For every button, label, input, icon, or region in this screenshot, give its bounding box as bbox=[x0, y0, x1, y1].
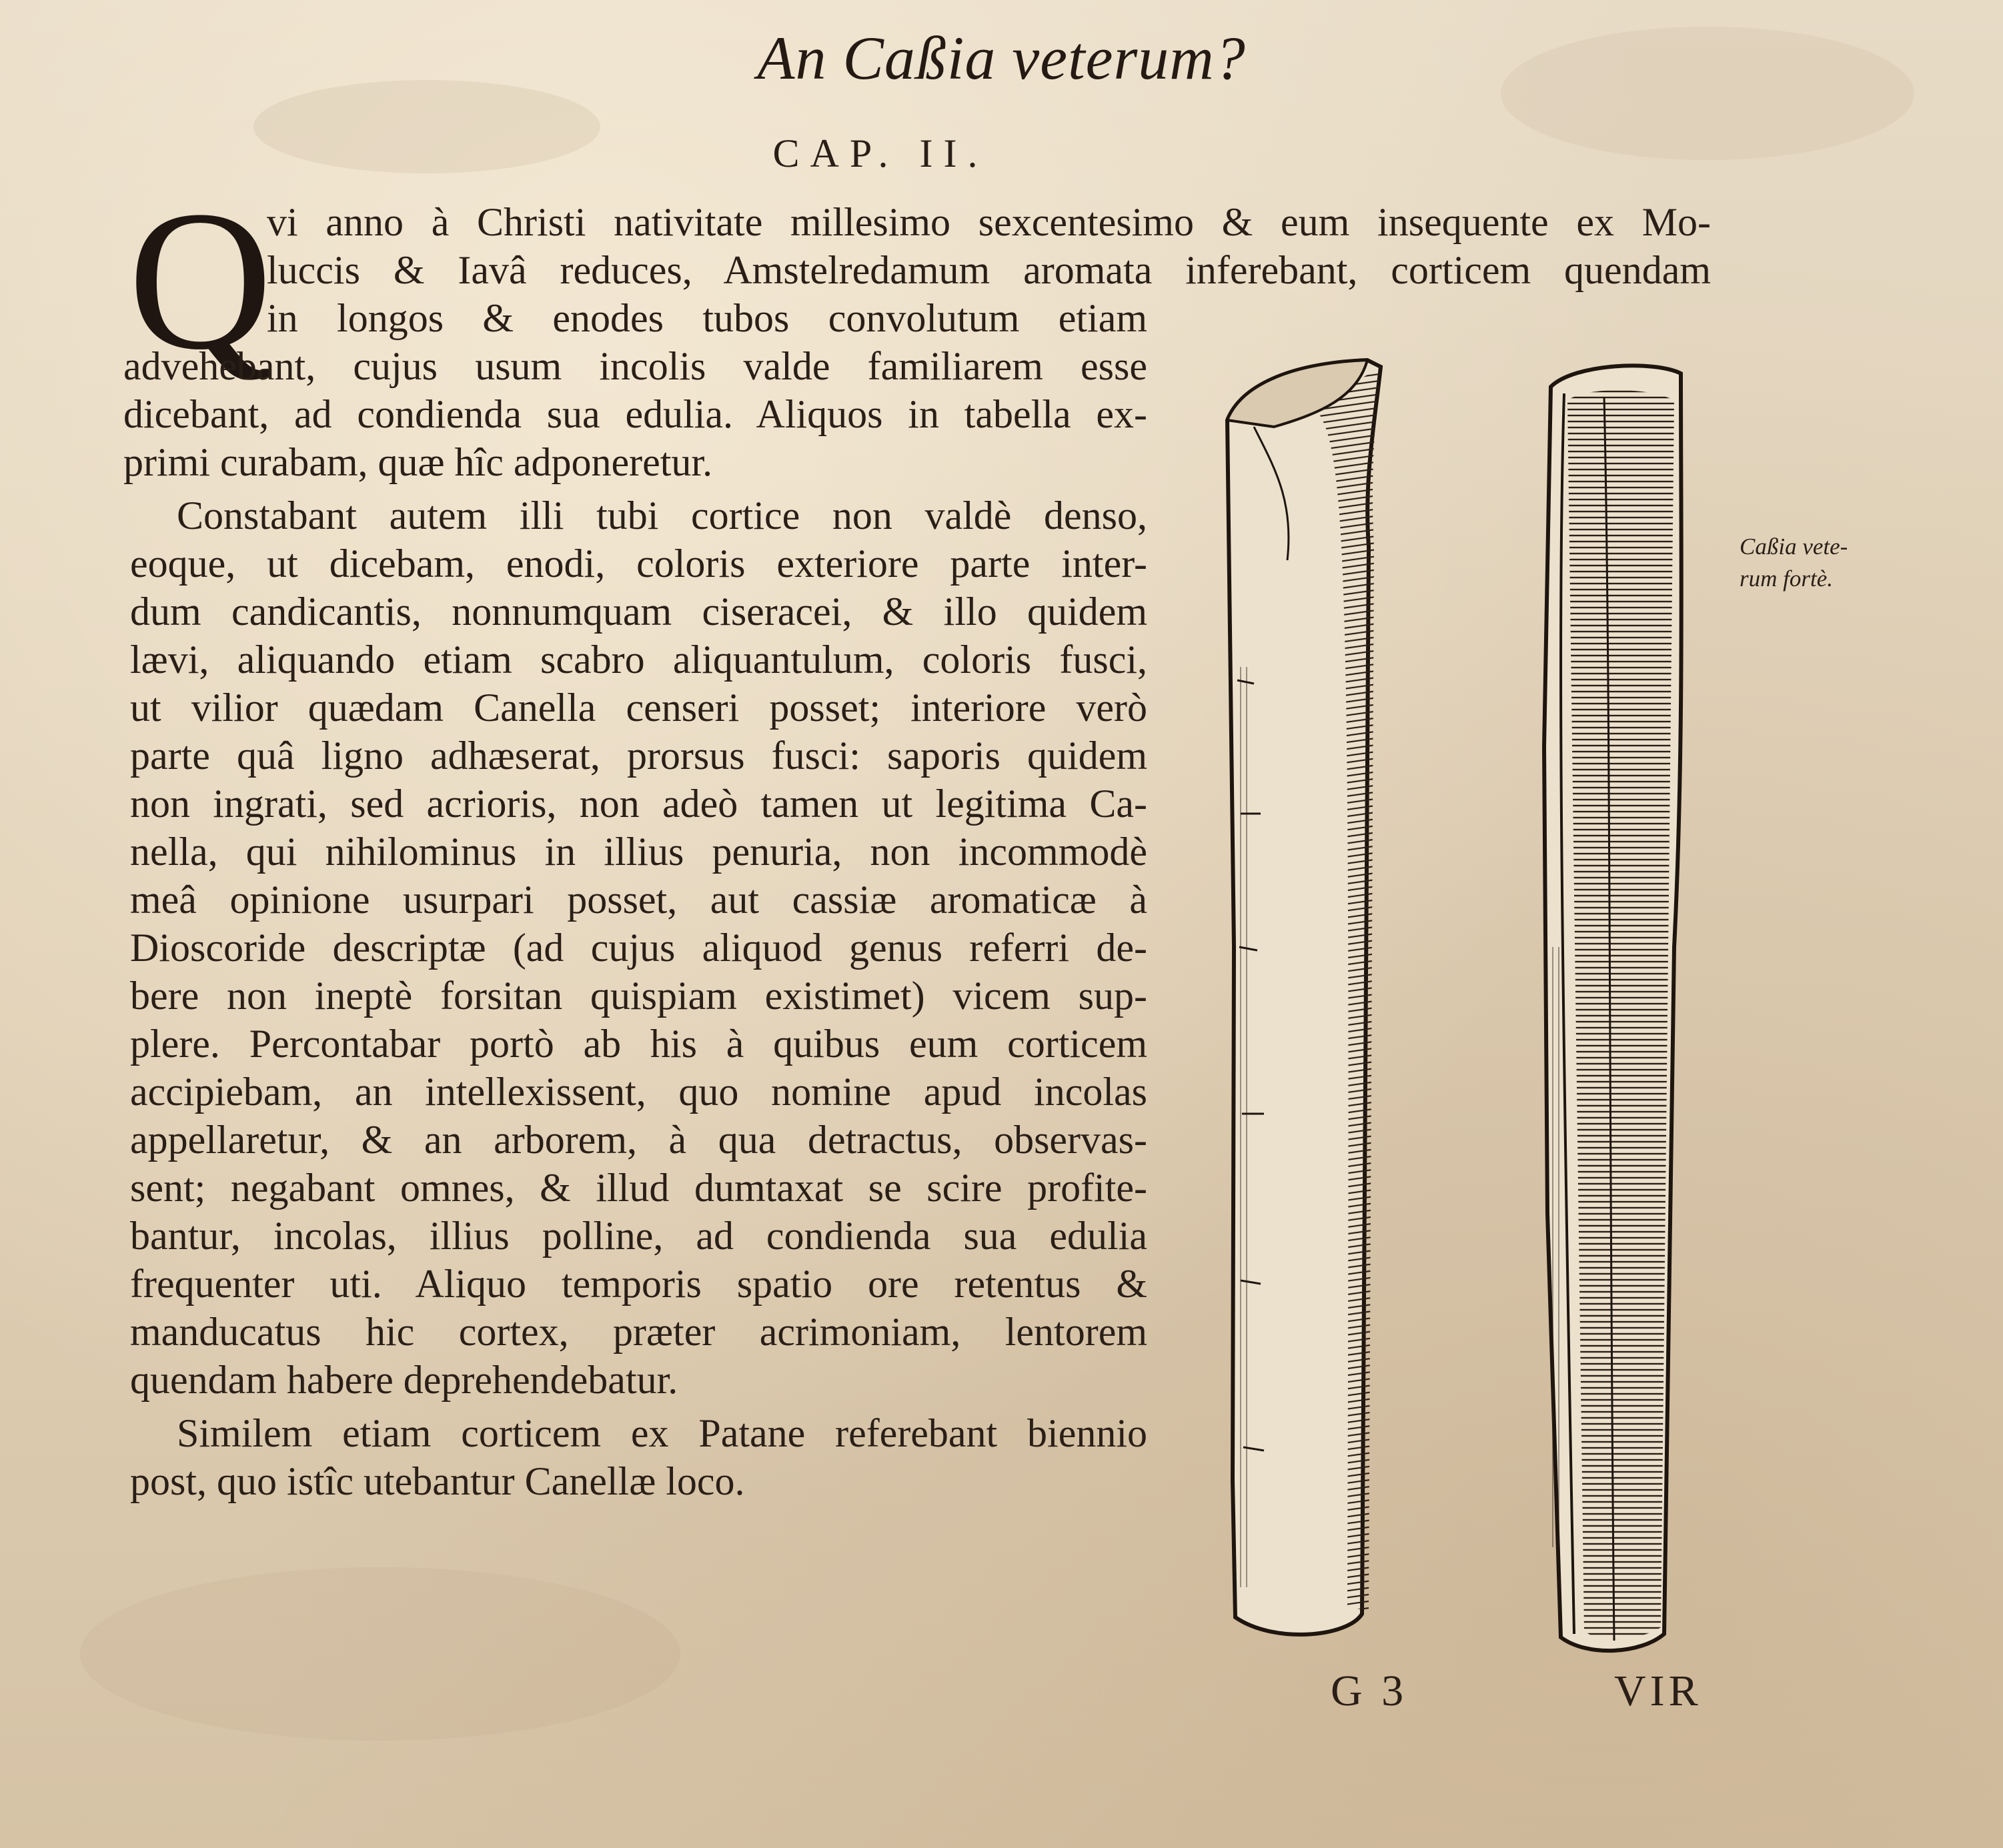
text-line: manducatus hic cortex, præter acrimoniam, lentorem bbox=[130, 1310, 1147, 1354]
text-line: parte quâ ligno adhæserat, prorsus fusci: saporis quidem bbox=[130, 734, 1147, 778]
text-line: lævi, aliquando etiam scabro aliquantulum, coloris fusci, bbox=[130, 638, 1147, 682]
running-title: An Caßia veterum? bbox=[757, 24, 1246, 92]
text-line: frequenter uti. Aliquo temporis spatio ore retentus & bbox=[130, 1262, 1147, 1306]
text-line: Similem etiam corticem ex Patane referebant biennio bbox=[177, 1411, 1147, 1455]
drop-capital: Q bbox=[128, 169, 273, 391]
text-line: quendam habere deprehendebatur. bbox=[130, 1358, 678, 1402]
signature-mark: G 3 bbox=[1331, 1667, 1408, 1715]
text-line: luccis & Iavâ reduces, Amstelredamum aromata inferebant, corticem quendam bbox=[267, 248, 1711, 292]
text-line: Constabant autem illi tubi cortice non valdè denso, bbox=[177, 494, 1147, 538]
text-line: eoque, ut dicebam, enodi, coloris exteriore parte inter- bbox=[130, 542, 1147, 586]
marginal-note: Caßia vete- bbox=[1740, 534, 1848, 560]
bark-tubes-woodcut bbox=[1214, 347, 1721, 1681]
text-line: dicebant, ad condienda sua edulia. Aliquos in tabella ex- bbox=[123, 392, 1147, 436]
paper-stain bbox=[80, 1567, 680, 1741]
bark-tube-left bbox=[1227, 360, 1381, 1635]
bark-tube-right bbox=[1544, 365, 1682, 1651]
text-line: sent; negabant omnes, & illud dumtaxat se scire profite- bbox=[130, 1166, 1147, 1210]
text-line: nella, qui nihilominus in illius penuria, non incommodè bbox=[130, 830, 1147, 874]
catchword: VIR bbox=[1614, 1667, 1702, 1715]
text-line: non ingrati, sed acrioris, non adeò tamen ut legitima Ca- bbox=[130, 782, 1147, 826]
text-line: post, quo istîc utebantur Canellæ loco. bbox=[130, 1459, 745, 1503]
text-line: appellaretur, & an arborem, à qua detractus, observas- bbox=[130, 1118, 1147, 1162]
text-line: in longos & enodes tubos convolutum etiam bbox=[267, 296, 1147, 340]
marginal-note: rum fortè. bbox=[1740, 566, 1833, 592]
text-line: accipiebam, an intellexissent, quo nomine apud incolas bbox=[130, 1070, 1147, 1114]
text-line: advehebant, cujus usum incolis valde familiarem esse bbox=[123, 344, 1147, 388]
text-line: meâ opinione usurpari posset, aut cassiæ aromaticæ à bbox=[130, 878, 1147, 922]
text-line: ut vilior quædam Canella censeri posset; interiore verò bbox=[130, 686, 1147, 730]
text-line: bantur, incolas, illius polline, ad condienda sua edulia bbox=[130, 1214, 1147, 1258]
text-line: bere non ineptè forsitan quispiam existimet) vicem sup- bbox=[130, 974, 1147, 1018]
text-line: vi anno à Christi nativitate millesimo sexcentesimo & eum insequente ex Mo- bbox=[267, 200, 1711, 244]
text-line: primi curabam, quæ hîc adponeretur. bbox=[123, 440, 713, 484]
chapter-heading: CAP. II. bbox=[772, 131, 988, 175]
text-line: dum candicantis, nonnumquam ciseracei, & illo quidem bbox=[130, 590, 1147, 634]
text-line: plere. Percontabar portò ab his à quibus eum corticem bbox=[130, 1022, 1147, 1066]
text-line: Dioscoride descriptæ (ad cujus aliquod genus referri de- bbox=[130, 926, 1147, 970]
